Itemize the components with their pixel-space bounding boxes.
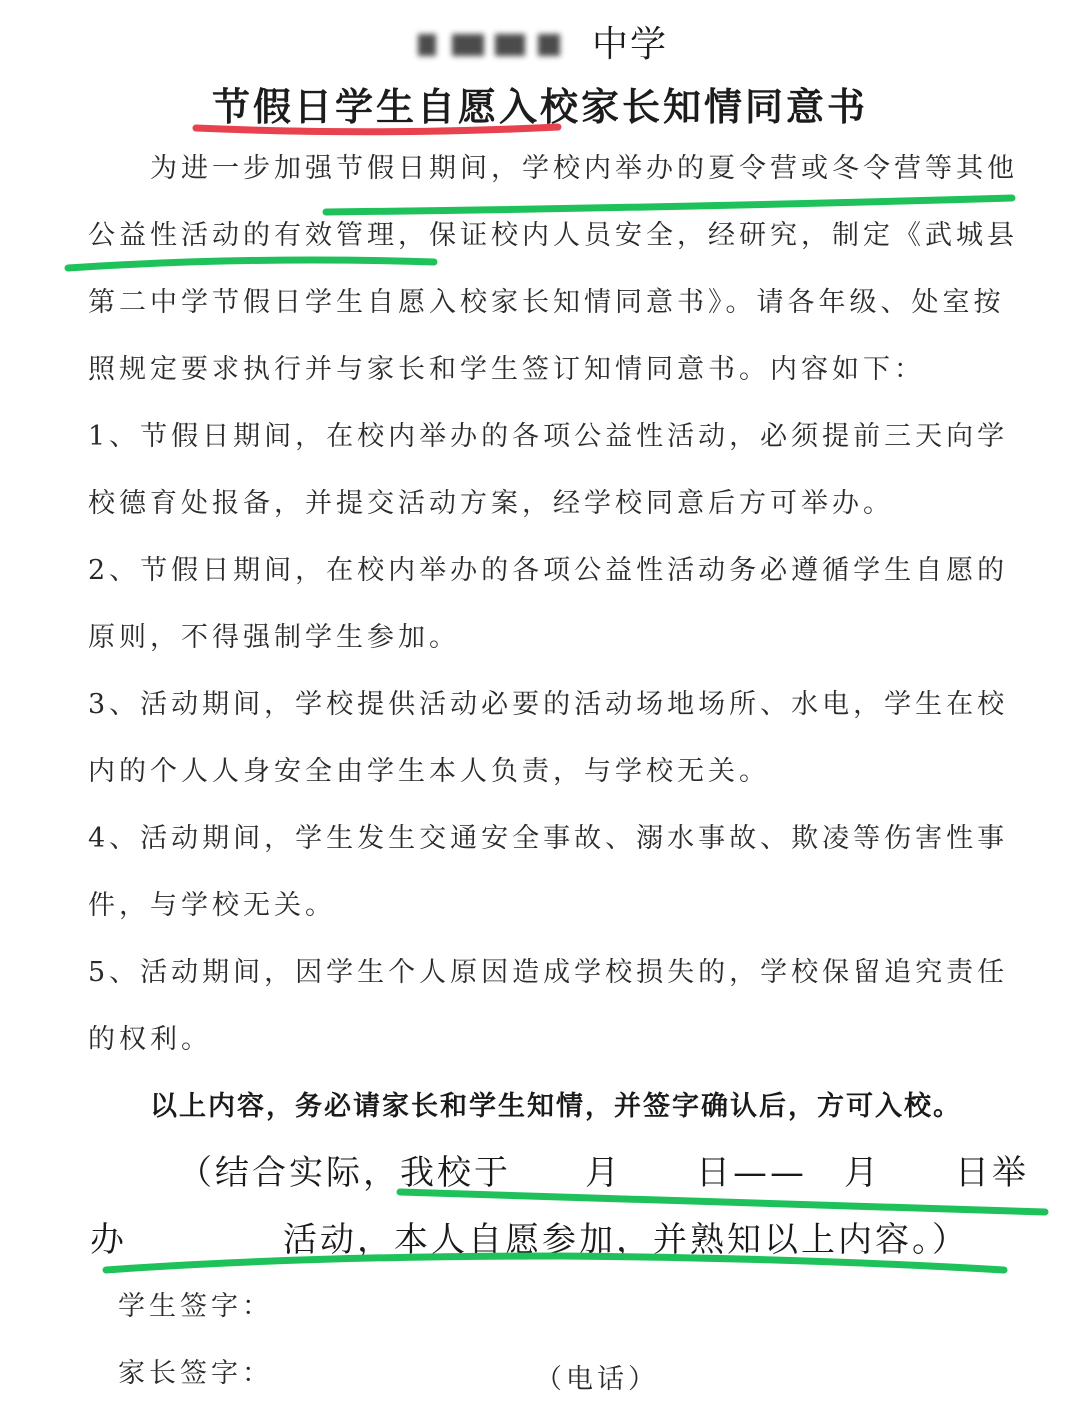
green-underline-mark <box>326 198 1012 212</box>
intro-line-3: 第二中学节假日学生自愿入校家长知情同意书》。请各年级、处室按 <box>88 287 1005 318</box>
student-signature-label: 学生签字： <box>118 1291 273 1322</box>
confirm-line-2-start: 办 <box>90 1220 127 1260</box>
item-4-line-2: 件，与学校无关。 <box>88 890 336 921</box>
phone-label: （电话） <box>535 1364 659 1395</box>
redacted-school-name <box>452 34 484 56</box>
redacted-school-name <box>538 34 560 56</box>
item-5-line-1: 5、活动期间，因学生个人原因造成学校损失的，学校保留追究责任 <box>88 957 1009 988</box>
school-name-suffix: 中学 <box>592 24 669 65</box>
confirm-line-1: （结合实际，我校于 月 日—— 月 日举 <box>178 1153 1029 1193</box>
intro-line-1: 为进一步加强节假日期间，学校内举办的夏令营或冬令营等其他 <box>150 153 1018 184</box>
green-underline-mark <box>400 1192 1045 1212</box>
confirm-line-2-end: 活动，本人自愿参加，并熟知以上内容。） <box>283 1220 969 1260</box>
intro-line-2: 公益性活动的有效管理，保证校内人员安全，经研究，制定《武城县 <box>88 220 1018 251</box>
green-underline-mark <box>68 260 434 268</box>
redacted-school-name <box>418 34 436 56</box>
item-1-line-2: 校德育处报备，并提交活动方案，经学校同意后方可举办。 <box>88 488 894 519</box>
parent-signature-label: 家长签字： <box>118 1358 273 1389</box>
item-3-line-1: 3、活动期间，学校提供活动必要的活动场地场所、水电，学生在校 <box>88 689 1009 720</box>
item-3-line-2: 内的个人人身安全由学生本人负责，与学校无关。 <box>88 756 770 787</box>
item-2-line-1: 2、节假日期间，在校内举办的各项公益性活动务必遵循学生自愿的 <box>88 555 1009 586</box>
item-1-line-1: 1、节假日期间，在校内举办的各项公益性活动，必须提前三天向学 <box>88 421 1009 452</box>
item-5-line-2: 的权利。 <box>88 1024 212 1055</box>
item-2-line-2: 原则，不得强制学生参加。 <box>88 622 460 653</box>
notice-text: 以上内容，务必请家长和学生知情，并签字确认后，方可入校。 <box>150 1091 962 1122</box>
intro-line-4: 照规定要求执行并与家长和学生签订知情同意书。内容如下： <box>88 354 925 385</box>
document-title: 节假日学生自愿入校家长知情同意书 <box>211 85 868 129</box>
school-header <box>0 14 1080 64</box>
item-4-line-1: 4、活动期间，学生发生交通安全事故、溺水事故、欺凌等伤害性事 <box>88 823 1009 854</box>
redacted-school-name <box>495 34 525 56</box>
